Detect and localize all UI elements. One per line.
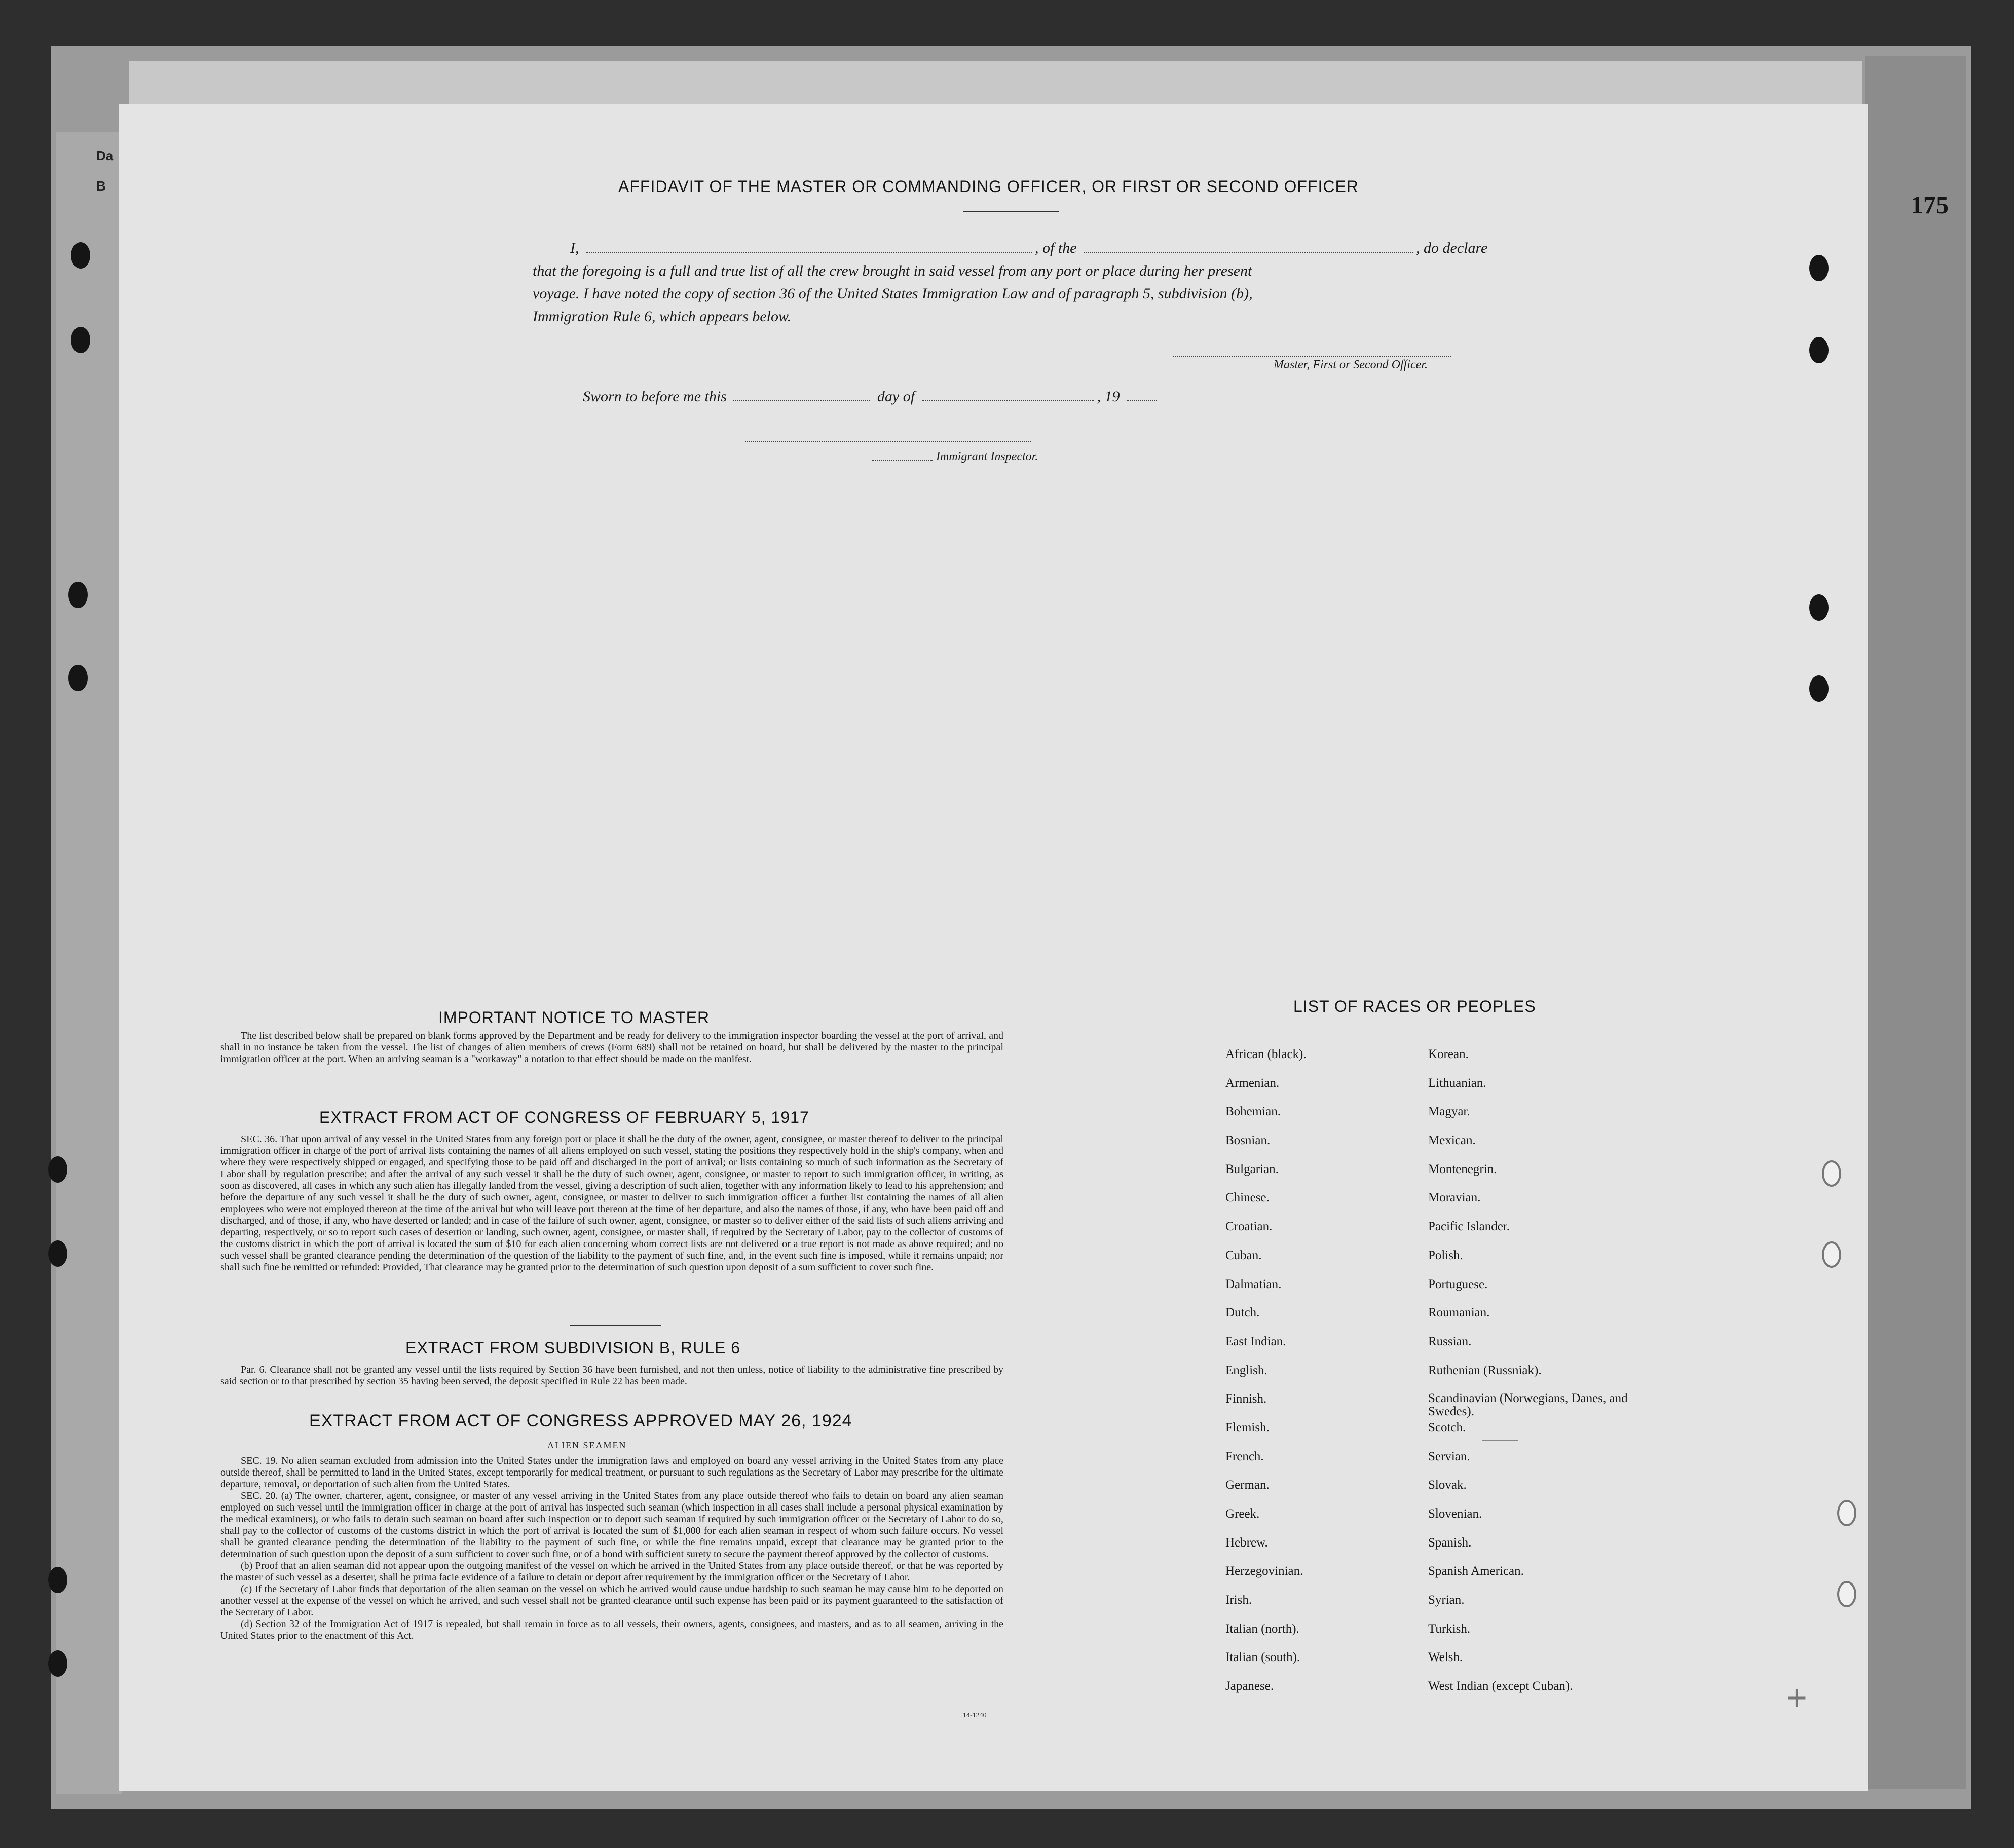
races-column-2: [1428, 1047, 1641, 1708]
name-blank: [586, 252, 1032, 253]
margin-mark: B: [96, 178, 106, 194]
binder-hole-icon: [1822, 1160, 1841, 1187]
inspector-signature-line: [745, 441, 1031, 442]
race-item: Armenian.: [1225, 1076, 1280, 1090]
binder-hole-icon: [1837, 1581, 1856, 1607]
title-underline: [963, 211, 1059, 212]
affidavit-line-3: voyage. I have noted the copy of section 36 of the United States Immigration Law and of paragraph 5, subdivision (b),: [533, 285, 1253, 302]
race-item: Ruthenian (Russniak).: [1428, 1363, 1542, 1377]
affidavit-of-the: , of the: [1035, 240, 1077, 256]
binder-hole-icon: [48, 1156, 67, 1183]
inspector-short-line: [872, 460, 933, 461]
binder-hole-icon: [1837, 1500, 1856, 1526]
extract-1924-body: [220, 1455, 1003, 1642]
race-item: Greek.: [1225, 1507, 1260, 1521]
section-36-paragraph: SEC. 36. That upon arrival of any vessel in the United States from any foreign port or place it shall be the duty of the owner, agent, consignee, or master thereof to deliver to the principal immigration officer in charge of the port of arrival lists containing the names of all aliens employed on such vessel, stating the positions they respectively hold in the ship's company, when and where they were respectively shipped or engaged, and specifying those to be paid off and discharged in the port of arrival; or lists containing so much of such information as the Secretary of Labor shall by regulation prescribe; and after the arrival of any such vessel it shall be the duty of such owner, agent, consignee, or master to report to such immigration officer, in writing, as soon as discovered, all cases in which any such alien has illegally landed from the vessel, giving a description of such alien, together with any information likely to lead to his apprehension; and before the departure of any such vessel it shall be the duty of such owner, agent, consignee, or master to deliver to such immigration officer a further list containing the names of all alien employees who were not employed thereon at the time of the arrival but who will leave port thereon at the time of her departure, and also the names of those, if any, who have been paid off and discharged, and of those, if any, who have deserted or landed; and in case of the failure of such owner, agent, consignee, or master so to deliver either of the said lists of such aliens arriving and departing, respectively, or so to report such cases of desertion or landing, such owner, agent, consignee, or master shall, if required by the Secretary of Labor, pay to the collector of customs of the customs district in which the port of arrival is located the sum of $10 for each alien concerning whom correct lists are not delivered or a true report is not made as above required; and no such vessel shall be granted clearance pending the determination of the question of the liability to the payment of such fine, and, in the event such fine is imposed, while it remains unpaid; nor shall such fine be remitted or refunded: Provided, That clearance may be granted prior to the determination of such question upon deposit of a sum sufficient to cover such fine.: [220, 1134, 1003, 1273]
sworn-line: [583, 385, 1160, 408]
race-item: Finnish.: [1225, 1392, 1267, 1406]
race-item: Magyar.: [1428, 1105, 1470, 1119]
race-item: Turkish.: [1428, 1621, 1471, 1636]
race-item: Scotch.: [1428, 1420, 1466, 1435]
alien-seamen-subtitle: ALIEN SEAMEN: [547, 1440, 627, 1450]
affidavit-line-2: that the foregoing is a full and true list of all the crew brought in said vessel from any port or place during her present: [533, 262, 1252, 279]
race-item: French.: [1225, 1449, 1264, 1463]
binder-hole-icon: [1809, 255, 1829, 281]
affidavit-pronoun: I,: [570, 240, 579, 256]
notice-paragraph: The list described below shall be prepared on blank forms approved by the Department and be ready for delivery to the immigration inspector boarding the vessel at the port of arrival, and shall in no instance be taken from the vessel. The list of changes of alien members of crews (Form 689) shall not be retained on board, but shall be delivered by the master to the principal immigration officer at the port. When an arriving seaman is a "workaway" a notation to that effect should be made on the manifest.: [220, 1030, 1003, 1065]
race-item: Croatian.: [1225, 1220, 1273, 1234]
race-item: Spanish.: [1428, 1535, 1472, 1550]
race-item: West Indian (except Cuban).: [1428, 1679, 1573, 1693]
section-20b-paragraph: (b) Proof that an alien seaman did not appear upon the outgoing manifest of the vessel on which he arrived in the United States from any place outside thereof, or that he was reported by the master of such vessel as a deserter, shall be prima facie evidence of a failure to detain or deport after requirement by the immigration officer or the Secretary of Labor.: [220, 1560, 1003, 1583]
race-item: Japanese.: [1225, 1679, 1274, 1693]
affidavit-declare: , do declare: [1416, 240, 1488, 256]
day-of-label: day of: [877, 388, 915, 405]
race-item: Portuguese.: [1428, 1277, 1488, 1291]
affidavit-line-4: Immigration Rule 6, which appears below.: [533, 308, 792, 325]
race-item: Bohemian.: [1225, 1105, 1281, 1119]
race-item: Moravian.: [1428, 1191, 1481, 1205]
binder-hole-icon: [48, 1240, 67, 1267]
page-number: 175: [1911, 191, 1949, 219]
binder-hole-icon: [1822, 1241, 1841, 1268]
binder-hole-icon: [48, 1650, 67, 1677]
race-item: Hebrew.: [1225, 1535, 1268, 1550]
races-column-1: [1225, 1047, 1307, 1708]
section-divider: [570, 1325, 661, 1326]
race-item: Polish.: [1428, 1248, 1463, 1262]
inspector-label: Immigrant Inspector.: [936, 450, 1038, 463]
left-binder-strip: [56, 132, 122, 1794]
race-item: Mexican.: [1428, 1134, 1476, 1148]
extract-1917-body: [220, 1134, 1003, 1273]
race-item: Dutch.: [1225, 1306, 1260, 1320]
paragraph-6: Par. 6. Clearance shall not be granted any vessel until the lists required by Section 36 have been furnished, and not then unless, notice of liability to the administrative fine prescribed by said section or to that prescribed by section 35 having been served, the deposit specified in Rule 22 has been made.: [220, 1364, 1003, 1387]
day-blank: [733, 400, 870, 401]
section-19-paragraph: SEC. 19. No alien seaman excluded from admission into the United States under the immigration laws and employed on board any vessel arriving in the United States from any place outside thereof, shall be permitted to land in the United States, except temporarily for medical treatment, or pursuant to such regulations as the Secretary of Labor may prescribe for the ultimate departure, removal, or deportation of such alien from the United States.: [220, 1455, 1003, 1490]
race-item: Herzegovinian.: [1225, 1564, 1303, 1578]
race-item: Syrian.: [1428, 1593, 1465, 1607]
month-blank: [922, 400, 1094, 401]
right-binder-strip: [1865, 56, 1966, 1789]
race-item: Roumanian.: [1428, 1306, 1490, 1320]
master-signature-label: Master, First or Second Officer.: [1274, 358, 1428, 371]
race-item: Flemish.: [1225, 1420, 1270, 1435]
race-item: Lithuanian.: [1428, 1076, 1486, 1090]
section-20a-paragraph: SEC. 20. (a) The owner, charterer, agent, consignee, or master of any vessel arriving in the United States from any place outside thereof who fails to detain on board any alien seaman employed on such vessel until the immigration officer in charge at the port of arrival has inspected such seaman (which inspection in all cases shall include a personal physical examination by the medical examiners), or who fails to detain such seaman on board after such inspection or to deport such seaman if required by such immigration officer or the Secretary of Labor to do so, shall pay to the collector of customs of the customs district in which the port of arrival is located the sum of $1,000 for each alien seaman in respect of whom such failure occurs. No vessel shall be granted clearance pending the determination of the liability to the payment of such fine, or while the fine remains unpaid, except that clearance may be granted prior to the determination of such question upon the deposit of a sum sufficient to cover such fine, or of a bond with sufficient surety to secure the payment thereof approved by the collector of customs.: [220, 1490, 1003, 1560]
master-signature-line: [1173, 356, 1451, 357]
affidavit-line-1: [570, 237, 1487, 259]
race-item: Slovenian.: [1428, 1507, 1482, 1521]
binder-hole-icon: [71, 327, 90, 353]
pencil-stroke: [1482, 1440, 1518, 1441]
binder-hole-icon: [68, 665, 88, 691]
handwritten-mark: +: [1786, 1678, 1807, 1717]
affidavit-title: AFFIDAVIT OF THE MASTER OR COMMANDING OFFICER, OR FIRST OR SECOND OFFICER: [618, 177, 1359, 196]
race-item: Servian.: [1428, 1449, 1470, 1463]
race-item: East Indian.: [1225, 1334, 1286, 1348]
race-item: Cuban.: [1225, 1248, 1262, 1262]
race-item: Irish.: [1225, 1593, 1252, 1607]
race-item: Montenegrin.: [1428, 1162, 1497, 1176]
race-item: Russian.: [1428, 1334, 1472, 1348]
race-item: English.: [1225, 1363, 1267, 1377]
race-item: Chinese.: [1225, 1191, 1270, 1205]
year-label: , 19: [1097, 388, 1120, 405]
extract-rule6-body: [220, 1364, 1003, 1387]
race-item: Spanish American.: [1428, 1564, 1524, 1578]
races-title: LIST OF RACES OR PEOPLES: [1293, 997, 1536, 1015]
race-item: German.: [1225, 1478, 1270, 1492]
sworn-label: Sworn to before me this: [583, 388, 727, 405]
binder-hole-icon: [68, 582, 88, 608]
binder-hole-icon: [71, 242, 90, 269]
extract-rule6-title: EXTRACT FROM SUBDIVISION B, RULE 6: [405, 1339, 741, 1357]
race-item: Slovak.: [1428, 1478, 1467, 1492]
section-20c-paragraph: (c) If the Secretary of Labor finds that deportation of the alien seaman on the vessel on which he arrived would cause undue hardship to such seaman he may cause him to be deported on another vessel at the expense of the vessel on which he arrived, and such vessel shall not be granted clearance until such expense has been paid or its payment guaranteed to the satisfaction of the Secretary of Labor.: [220, 1583, 1003, 1618]
extract-1917-title: EXTRACT FROM ACT OF CONGRESS OF FEBRUARY 5, 1917: [319, 1108, 809, 1126]
notice-body: [220, 1030, 1003, 1065]
binder-hole-icon: [1809, 594, 1829, 621]
binder-hole-icon: [48, 1567, 67, 1593]
margin-mark: Da: [96, 148, 114, 163]
race-item: Italian (south).: [1225, 1650, 1300, 1665]
binder-hole-icon: [1809, 675, 1829, 702]
race-item: Bosnian.: [1225, 1134, 1271, 1148]
race-item: Welsh.: [1428, 1650, 1463, 1665]
race-item: Scandinavian (Norwegians, Danes, and Swedes).: [1428, 1391, 1628, 1419]
race-item: Dalmatian.: [1225, 1277, 1282, 1291]
manifest-page: [119, 104, 1868, 1791]
notice-title: IMPORTANT NOTICE TO MASTER: [438, 1008, 710, 1027]
race-item: African (black).: [1225, 1047, 1307, 1061]
form-code: 14-1240: [963, 1712, 987, 1719]
race-item: Korean.: [1428, 1047, 1469, 1061]
vessel-blank: [1084, 252, 1413, 253]
race-item: Bulgarian.: [1225, 1162, 1279, 1176]
year-blank: [1127, 400, 1157, 401]
section-20d-paragraph: (d) Section 32 of the Immigration Act of 1917 is repealed, but shall remain in force as to all vessels, their owners, agents, consignees, and masters, and as to all seamen, arriving in the United States prior to the enactment of this Act.: [220, 1618, 1003, 1641]
binder-hole-icon: [1809, 337, 1829, 363]
race-item: Italian (north).: [1225, 1621, 1299, 1636]
race-item: Pacific Islander.: [1428, 1220, 1510, 1234]
extract-1924-title: EXTRACT FROM ACT OF CONGRESS APPROVED MAY 26, 1924: [309, 1411, 852, 1430]
